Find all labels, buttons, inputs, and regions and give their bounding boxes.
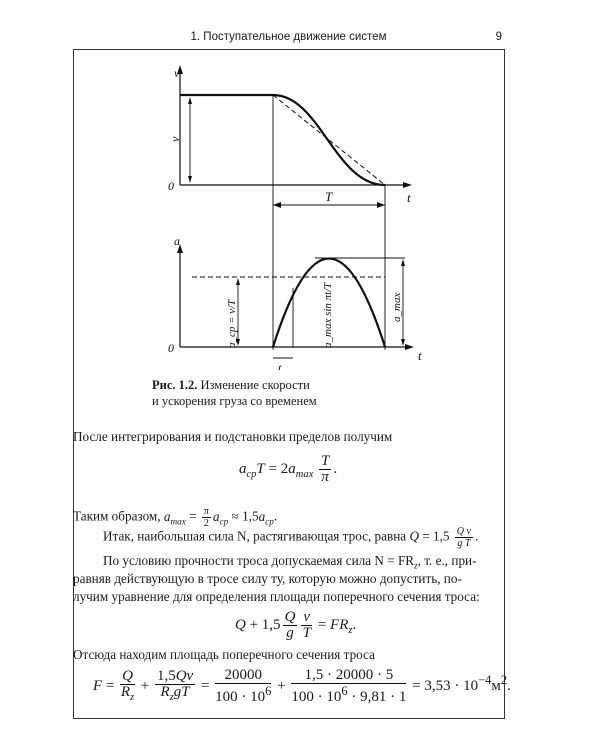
caption-line2: и ускорения груза со временем	[152, 394, 317, 408]
running-header	[73, 26, 504, 50]
paragraph-strength-2: равняв действующую в тросе силу ту, которую можно допустить, по-	[73, 571, 462, 586]
velocity-plot	[168, 65, 412, 350]
origin-bottom: 0	[168, 341, 174, 355]
t-label-bottom: t	[418, 348, 422, 363]
v-level-label: v	[168, 136, 182, 142]
origin-top: 0	[168, 179, 174, 193]
chapter-title: 1. Поступательное движение систем	[190, 31, 387, 43]
paragraph-area: Отсюда находим площадь поперечного сечения троса	[73, 647, 375, 662]
equation-1: $a_{cp}T = 2a_{max}$ $\frac{T}{\pi}$ .	[239, 453, 338, 485]
acceleration-plot	[168, 234, 422, 370]
T-label: T	[325, 189, 333, 204]
figure-graphic	[135, 60, 435, 370]
t-label-top: t	[407, 190, 411, 205]
sine-label: a_max sin πt/T	[322, 282, 334, 348]
caption-line1: Изменение скорости	[200, 378, 310, 392]
paragraph-force: Итак, наибольшая сила N, растягивающая трос, равна Q = 1,5 $\frac{\text{Q v}}{\text{g T}}$ .	[103, 526, 479, 549]
figure-caption	[152, 377, 412, 409]
paragraph-strength-1: По условию прочности троса допускаемая сила $N = FR_z$, т. е., при-	[103, 553, 477, 571]
a-axis-label: a	[174, 234, 180, 248]
avg-label: a_cp = v/T	[226, 299, 238, 348]
paragraph-strength-3: лучим уравнение для определения площади поперечного сечения троса:	[73, 589, 480, 604]
t-small-label: t	[278, 361, 282, 370]
paragraph-amax: Таким образом, $a_{max}$ = $\frac{\pi}{2}$ $a_{cp} \approx 1,5a_{cp}$.	[73, 506, 278, 529]
v-axis-label: v	[174, 66, 180, 80]
equation-2: Q + 1,5 $\frac{Q}{g}$ $\frac{v}{T}$ = $FR_z$.	[235, 609, 357, 641]
t-axis-top-arrow	[403, 182, 412, 188]
figure-velocity-acceleration	[135, 60, 435, 375]
amax-label: a_max	[391, 292, 403, 322]
page-number: 9	[495, 31, 502, 43]
caption-number: Рис. 1.2.	[152, 378, 198, 392]
paragraph-integration: После интегрирования и подстановки пределов получим	[73, 429, 393, 444]
equation-3: F = $\frac{Q}{R_z}$ + $\frac{1,5Qv}{R_zgT}$ = $\frac{20000}{100 \cdot 10^6}$ + $\frac{1,5 \cdot 20000 \cdot 5}{100 \cdot 10^6 \cdot 9,81 \cdot 1}$ = $3,53 \cdot 10^{-4}м^2$.	[93, 667, 511, 705]
